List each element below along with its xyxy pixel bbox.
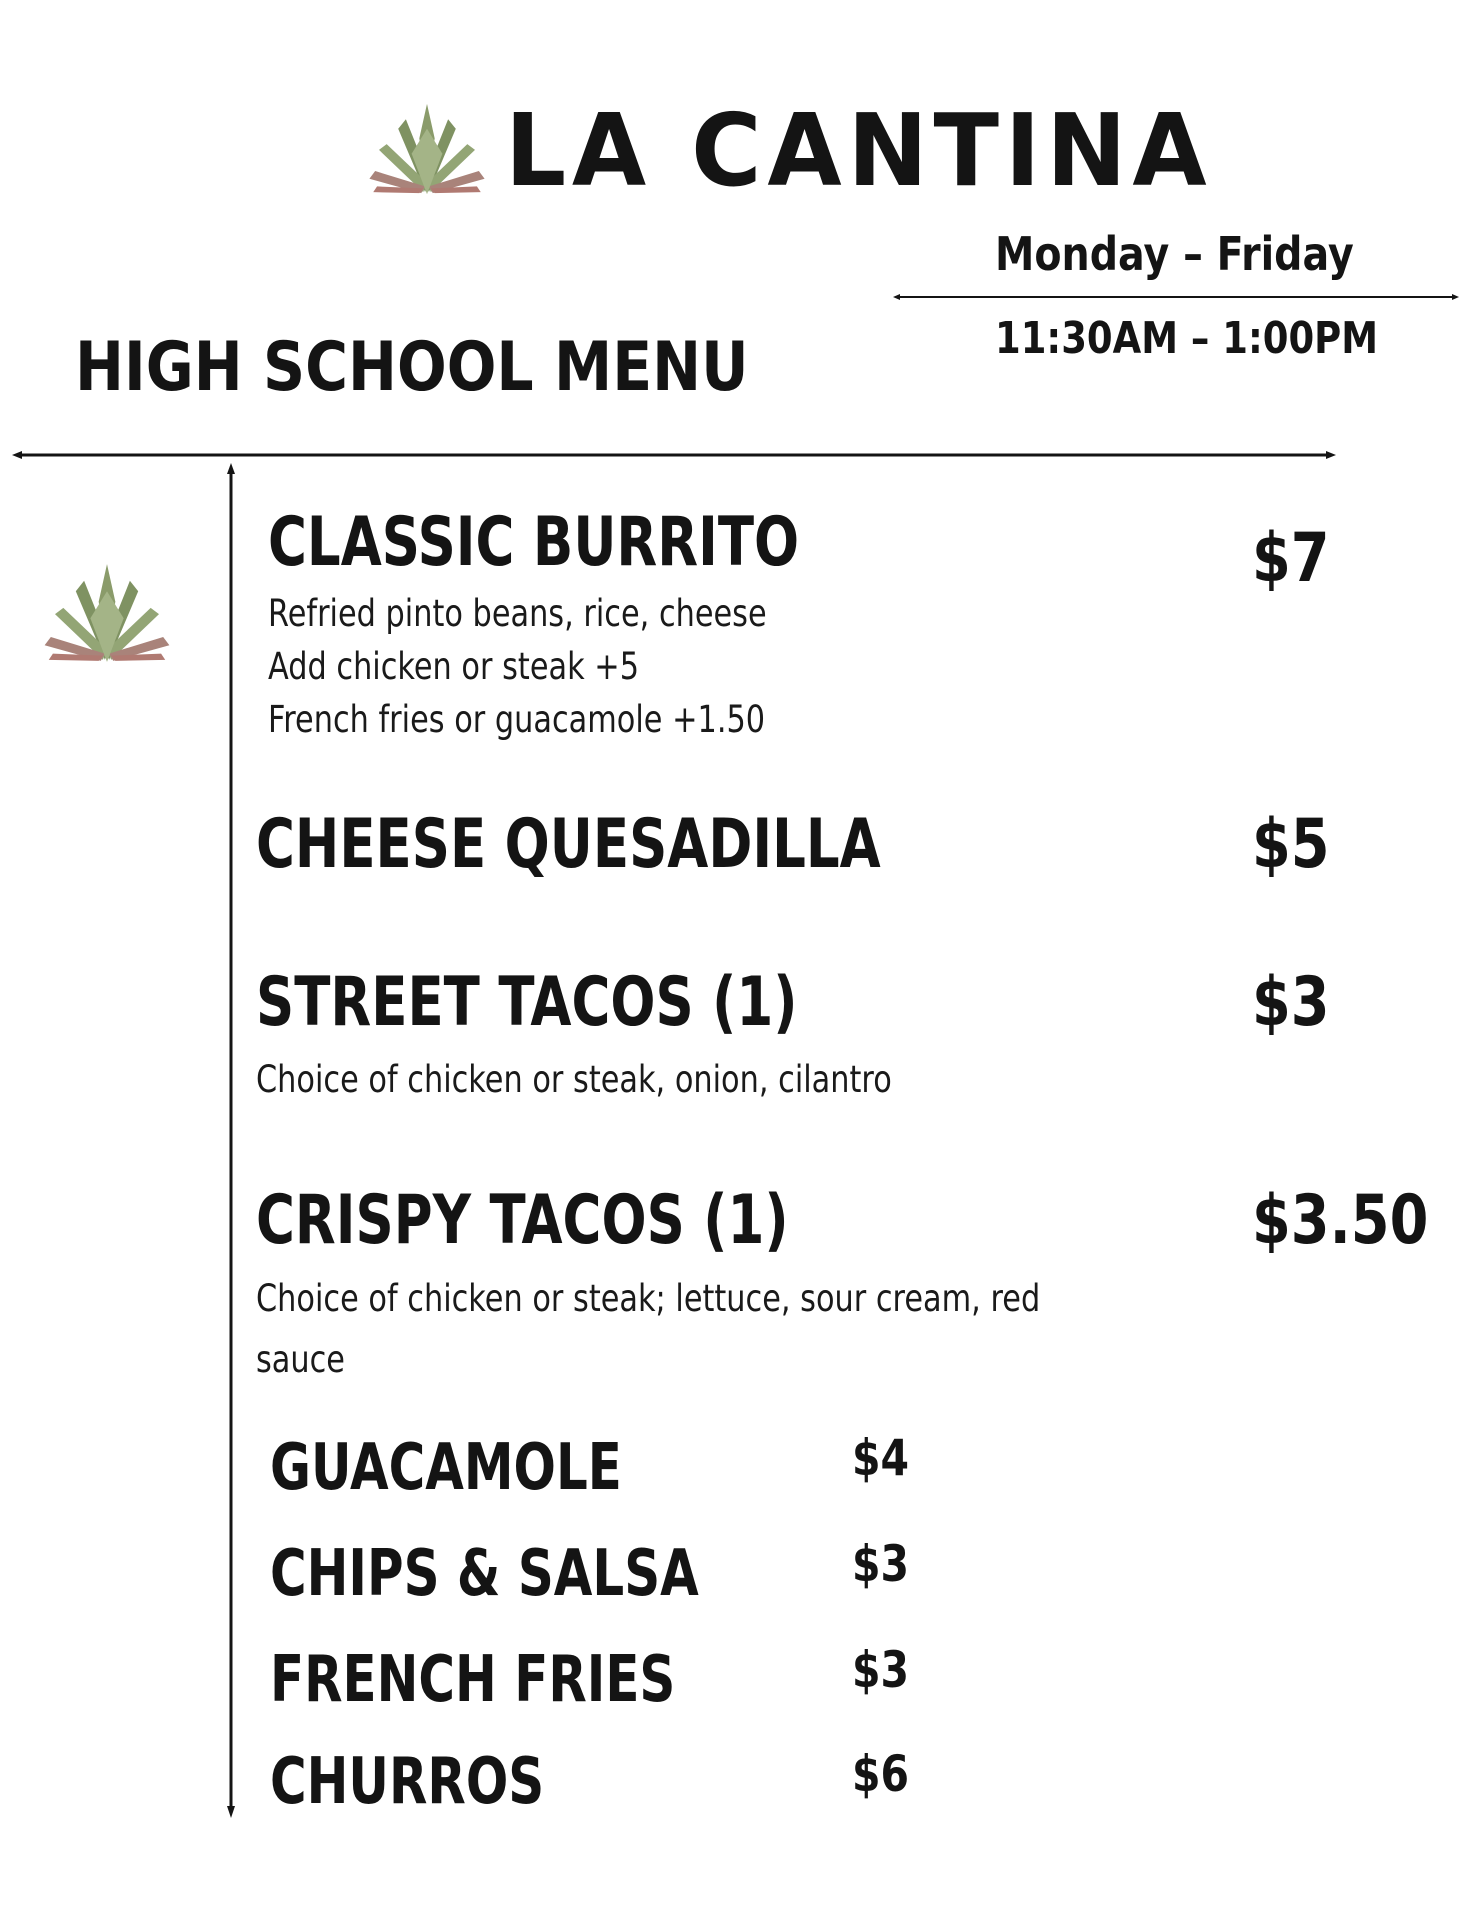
agave-icon (44, 560, 170, 664)
side-item-price: $3 (852, 1641, 910, 1699)
item-price: $3 (1252, 963, 1330, 1042)
menu-title: HIGH SCHOOL MENU (75, 328, 749, 407)
item-name: STREET TACOS (1) (256, 963, 798, 1042)
service-hours: 11:30AM – 1:00PM (995, 313, 1379, 364)
side-item-price: $3 (852, 1535, 910, 1593)
service-days: Monday – Friday (995, 227, 1354, 281)
item-description: Choice of chicken or steak; lettuce, sour cream, red (256, 1277, 1041, 1320)
brand-name: LA CANTINA (505, 92, 1213, 209)
item-description: Choice of chicken or steak, onion, cilantro (256, 1058, 892, 1101)
item-price: $7 (1252, 519, 1330, 598)
side-item-price: $4 (852, 1429, 910, 1487)
item-name: CHEESE QUESADILLA (256, 805, 881, 884)
item-description: sauce (256, 1338, 345, 1381)
item-name: CRISPY TACOS (1) (256, 1181, 789, 1260)
side-item-price: $6 (852, 1745, 910, 1803)
item-price: $3.50 (1252, 1181, 1429, 1260)
side-item-name: GUACAMOLE (270, 1431, 622, 1505)
item-description: Add chicken or steak +5 (268, 645, 640, 688)
item-description: Refried pinto beans, rice, cheese (268, 592, 767, 635)
side-item-name: CHIPS & SALSA (270, 1537, 699, 1611)
item-name: CLASSIC BURRITO (268, 503, 800, 582)
item-price: $5 (1252, 805, 1330, 884)
side-item-name: CHURROS (270, 1745, 545, 1819)
item-description: French fries or guacamole +1.50 (268, 698, 766, 741)
agave-logo-icon (368, 100, 486, 196)
side-item-name: FRENCH FRIES (270, 1643, 676, 1717)
